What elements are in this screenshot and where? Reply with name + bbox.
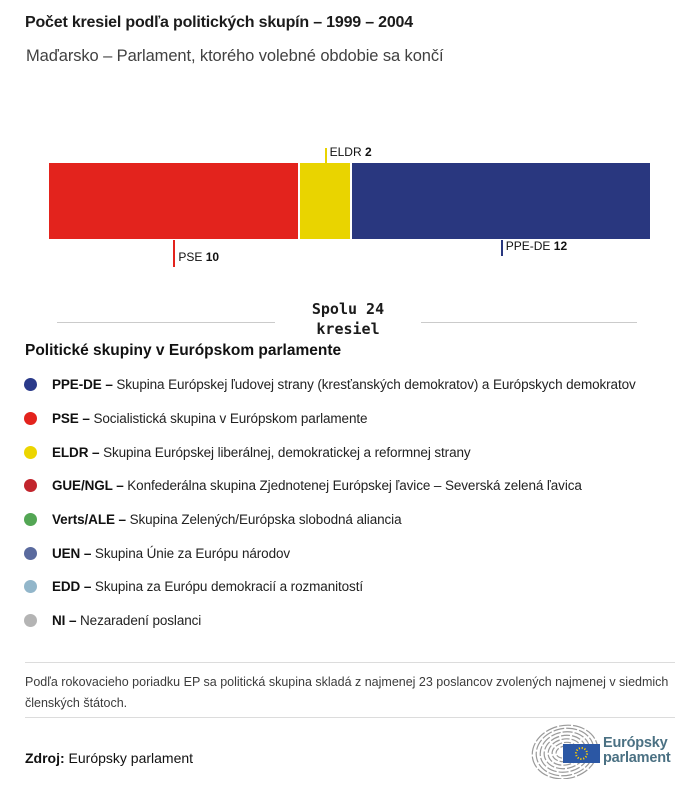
legend-label: EDD – Skupina za Európu demokracií a rozmanitostí (52, 579, 364, 595)
legend-dot-icon (24, 614, 37, 627)
legend-row-uen (0, 536, 700, 570)
source-label: Zdroj: (25, 750, 65, 766)
legend-dot-icon (24, 479, 37, 492)
total-divider-right (421, 322, 637, 323)
legend-row-ppe-de (0, 368, 700, 402)
legend-row-pse (0, 402, 700, 436)
footnote-divider-top (25, 662, 675, 663)
chart-title: Počet kresiel podľa politických skupín – 1999 – 2004 (25, 14, 413, 31)
callout-tick-eldr (325, 148, 327, 163)
total-seats-label (280, 299, 416, 339)
legend-dot-icon (24, 446, 37, 459)
ep-logo-text (603, 736, 671, 766)
legend-label: UEN – Skupina Únie za Európu národov (52, 545, 291, 561)
legend-row-ni (0, 604, 700, 638)
ep-logo-line2: parlament (603, 750, 671, 766)
legend-label: ELDR – Skupina Európskej liberálnej, demokratickej a reformnej strany (52, 444, 471, 460)
legend-dot-icon (24, 412, 37, 425)
legend-label: PSE – Socialistická skupina v Európskom parlamente (52, 411, 368, 427)
callout-label-eldr: ELDR 2 (329, 145, 372, 159)
source-line (25, 750, 193, 766)
seat-bar (49, 163, 650, 239)
legend-label: Verts/ALE – Skupina Zelených/Európska slobodná aliancia (52, 512, 402, 528)
legend-dot-icon (24, 580, 37, 593)
bar-segment-eldr (300, 163, 350, 239)
legend-row-verts-ale (0, 503, 700, 537)
legend-dot-icon (24, 513, 37, 526)
source-text: Európsky parlament (68, 750, 194, 766)
legend-heading: Politické skupiny v Európskom parlamente (25, 342, 342, 359)
callout-tick-pse (173, 240, 175, 267)
legend-label: GUE/NGL – Konfederálna skupina Zjednotenej Európskej ľavice – Severská zelená ľavica (52, 478, 582, 494)
footnote-text: Podľa rokovacieho poriadku EP sa politická skupina skladá z najmenej 23 poslancov zvolených najmenej v siedmich členských štátoch. (25, 675, 669, 710)
legend-dot-icon (24, 378, 37, 391)
legend-list (0, 368, 700, 638)
legend-label: NI – Nezaradení poslanci (52, 613, 202, 629)
callout-label-pse: PSE 10 (178, 250, 220, 264)
eu-flag-icon (563, 744, 600, 763)
ep-logo (528, 723, 693, 779)
bar-segment-pse (49, 163, 298, 239)
ep-logo-line1: Európsky (603, 735, 668, 751)
legend-row-edd (0, 570, 700, 604)
hemicycle-icon (528, 723, 603, 779)
callout-tick-ppe-de (501, 240, 503, 256)
legend-label: PPE-DE – Skupina Európskej ľudovej strany (kresťanských demokratov) a Európskych demokratov (52, 377, 636, 393)
legend-dot-icon (24, 547, 37, 560)
bar-segment-ppe-de (352, 163, 651, 239)
callout-label-ppe-de: PPE-DE 12 (505, 239, 568, 253)
legend-row-gue-ngl (0, 469, 700, 503)
total-seats-line1: Spolu 24 (311, 300, 385, 318)
chart-subtitle: Maďarsko – Parlament, ktorého volebné obdobie sa končí (26, 47, 444, 65)
footnote-divider-bottom (25, 717, 675, 718)
legend-row-eldr (0, 435, 700, 469)
total-divider-left (57, 322, 275, 323)
total-seats-line2: kresiel (316, 320, 380, 338)
